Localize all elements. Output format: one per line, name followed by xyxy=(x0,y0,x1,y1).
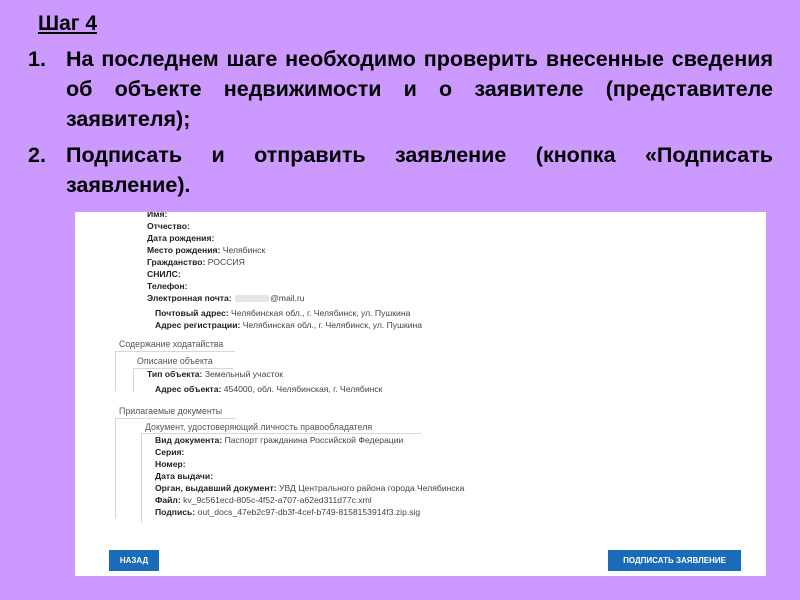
step-item xyxy=(28,140,773,200)
section-divider xyxy=(133,368,134,392)
signature-link[interactable]: out_docs_47eb2c97-db3f-4cef-b749-8158153914f3.zip.sig xyxy=(197,507,421,517)
object-address-row xyxy=(155,384,382,395)
email-row xyxy=(147,293,305,304)
field-label: Вид документа: xyxy=(155,435,223,445)
file-link[interactable]: kv_9c561ecd-805c-4f52-a707-a62ed311d77c.xml xyxy=(183,495,372,505)
phone-row xyxy=(147,281,187,292)
field-value: Челябинская обл., г. Челябинск, ул. Пушкина xyxy=(242,320,423,330)
step-text: На последнем шаге необходимо проверить внесенные сведения об объекте недвижимости и о заявителе (представителе заявителя); xyxy=(66,47,773,131)
field-label: Номер: xyxy=(155,459,186,469)
application-review-screenshot xyxy=(75,212,766,576)
document-signature-row xyxy=(155,507,420,518)
document-issue-date-row xyxy=(155,471,213,482)
section-title-documents: Прилагаемые документы xyxy=(119,406,223,416)
field-label: Дата рождения: xyxy=(147,233,215,243)
section-title-object: Описание объекта xyxy=(137,356,213,366)
sign-application-button[interactable]: ПОДПИСАТЬ ЗАЯВЛЕНИЕ xyxy=(608,550,741,571)
section-divider xyxy=(115,351,116,391)
field-label: Гражданство: xyxy=(147,257,206,267)
field-label: Орган, выдавший документ: xyxy=(155,483,277,493)
step-number: 1. xyxy=(28,47,46,71)
section-divider xyxy=(115,418,235,419)
document-kind-row xyxy=(155,435,403,446)
section-divider xyxy=(115,418,116,518)
step-number: 2. xyxy=(28,143,46,167)
section-divider xyxy=(141,433,142,523)
field-label: Серия: xyxy=(155,447,185,457)
field-label: СНИЛС: xyxy=(147,269,181,279)
slide-title: Шаг 4 xyxy=(38,12,98,35)
field-label: Место рождения: xyxy=(147,245,221,255)
field-label: Адрес объекта: xyxy=(155,384,222,394)
section-divider xyxy=(141,433,421,434)
snils-row xyxy=(147,269,181,280)
field-label: Адрес регистрации: xyxy=(155,320,241,330)
registration-address-row xyxy=(155,320,422,331)
field-label: Имя: xyxy=(147,212,168,219)
redacted-text xyxy=(235,295,269,302)
field-value: РОССИЯ xyxy=(207,257,245,267)
document-title: Документ, удостоверяющий личность правообладателя xyxy=(145,422,373,432)
section-divider xyxy=(115,351,235,352)
birth-place-row xyxy=(147,245,265,256)
field-label: Почтовый адрес: xyxy=(155,308,229,318)
field-label: Отчество: xyxy=(147,221,190,231)
field-value: @mail.ru xyxy=(270,293,305,303)
field-label: Электронная почта: xyxy=(147,293,232,303)
postal-address-row xyxy=(155,308,410,319)
document-series-row xyxy=(155,447,184,458)
name-row xyxy=(147,212,167,220)
document-issuer-row xyxy=(155,483,464,494)
field-value: Паспорт гражданина Российской Федерации xyxy=(224,435,404,445)
citizenship-row xyxy=(147,257,245,268)
field-value: Челябинск xyxy=(222,245,266,255)
field-value: Земельный участок xyxy=(204,369,284,379)
object-type-row xyxy=(147,369,283,380)
field-label: Телефон: xyxy=(147,281,188,291)
step-text: Подписать и отправить заявление (кнопка «Подписать заявление). xyxy=(66,143,773,197)
document-file-row xyxy=(155,495,372,506)
field-value: Челябинская обл., г. Челябинск, ул. Пушкина xyxy=(231,308,411,318)
section-title-petition: Содержание ходатайства xyxy=(119,339,224,349)
birth-date-row xyxy=(147,233,214,244)
step-list xyxy=(28,44,773,200)
field-label: Файл: xyxy=(155,495,181,505)
field-label: Тип объекта: xyxy=(147,369,203,379)
field-label: Дата выдачи: xyxy=(155,471,214,481)
document-number-row xyxy=(155,459,186,470)
field-value: УВД Центрального района города Челябинска xyxy=(278,483,465,493)
back-button[interactable]: НАЗАД xyxy=(109,550,159,571)
patronymic-row xyxy=(147,221,190,232)
field-value: 454000, обл. Челябинская, г. Челябинск xyxy=(223,384,383,394)
field-label: Подпись: xyxy=(155,507,196,517)
step-item xyxy=(28,44,773,134)
